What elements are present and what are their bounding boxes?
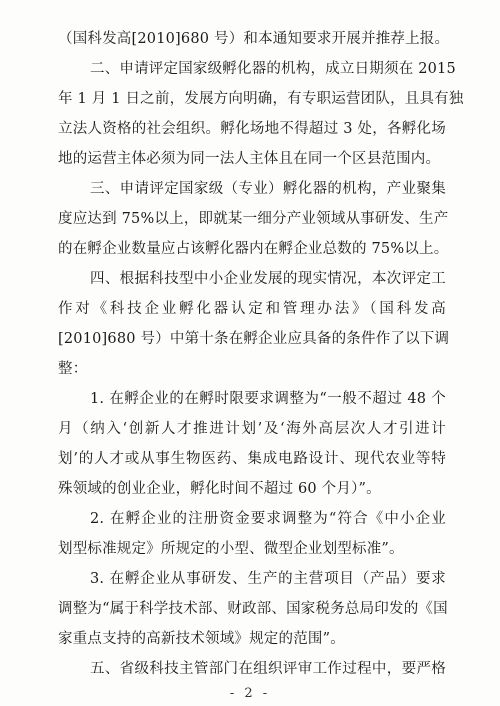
body-text-line: 划’的人才或从事生物医药、集成电路设计、现代农业等特 <box>58 451 446 467</box>
page-number: - 2 - <box>229 686 271 701</box>
body-text-line: （国科发高[2010]680 号）和本通知要求开展并推荐上报。 <box>58 31 450 47</box>
body-text-line: [2010]680 号）中第十条在孵企业应具备的条件作了以下调 <box>58 331 450 347</box>
body-text-line: 度应达到 75%以上，即就某一细分产业领域从事研发、生产 <box>58 211 449 227</box>
body-text-line: 月（纳入‘创新人才推进计划’及‘海外高层次人才引进计 <box>58 421 446 437</box>
paragraph-first-line: 四、根据科技型中小企业发展的现实情况，本次评定工 <box>90 271 446 287</box>
body-text-line: 殊领域的创业企业，孵化时间不超过 60 个月）”。 <box>58 481 381 497</box>
body-text-line: 家重点支持的高新技术领域》规定的范围”。 <box>58 631 345 647</box>
body-text-line: 调整为“属于科学技术部、财政部、国家税务总局印发的《国 <box>58 601 448 617</box>
paragraph-first-line: 3. 在孵企业从事研发、生产的主营项目（产品）要求 <box>90 571 446 587</box>
paragraph-first-line: 二、申请评定国家级孵化器的机构，成立日期须在 2015 <box>90 61 456 77</box>
body-text-line: 地的运营主体必须为同一法人主体且在同一个区县范围内。 <box>58 151 441 167</box>
paragraph-first-line: 1. 在孵企业的在孵时限要求调整为“一般不超过 48 个 <box>90 391 446 407</box>
body-text-line: 立法人资格的社会组织。孵化场地不得超过 3 处，各孵化场 <box>58 121 446 137</box>
body-text-line: 划型标准规定》所规定的小型、微型企业划型标准”。 <box>58 541 404 557</box>
body-text-line: 的在孵企业数量应占该孵化器内在孵企业总数的 75%以上。 <box>58 241 449 257</box>
paragraph-first-line: 2. 在孵企业的注册资金要求调整为“符合《中小企业 <box>90 511 446 527</box>
body-text-line: 年 1 月 1 日之前，发展方向明确，有专职运营团队，且具有独 <box>58 91 464 107</box>
body-text-line: 整： <box>58 361 88 377</box>
paragraph-first-line: 五、省级科技主管部门在组织评审工作过程中，要严格 <box>90 661 446 677</box>
body-text-line: 作对《科技企业孵化器认定和管理办法》（国科发高 <box>58 301 446 317</box>
paragraph-first-line: 三、申请评定国家级（专业）孵化器的机构，产业聚集 <box>90 181 446 197</box>
